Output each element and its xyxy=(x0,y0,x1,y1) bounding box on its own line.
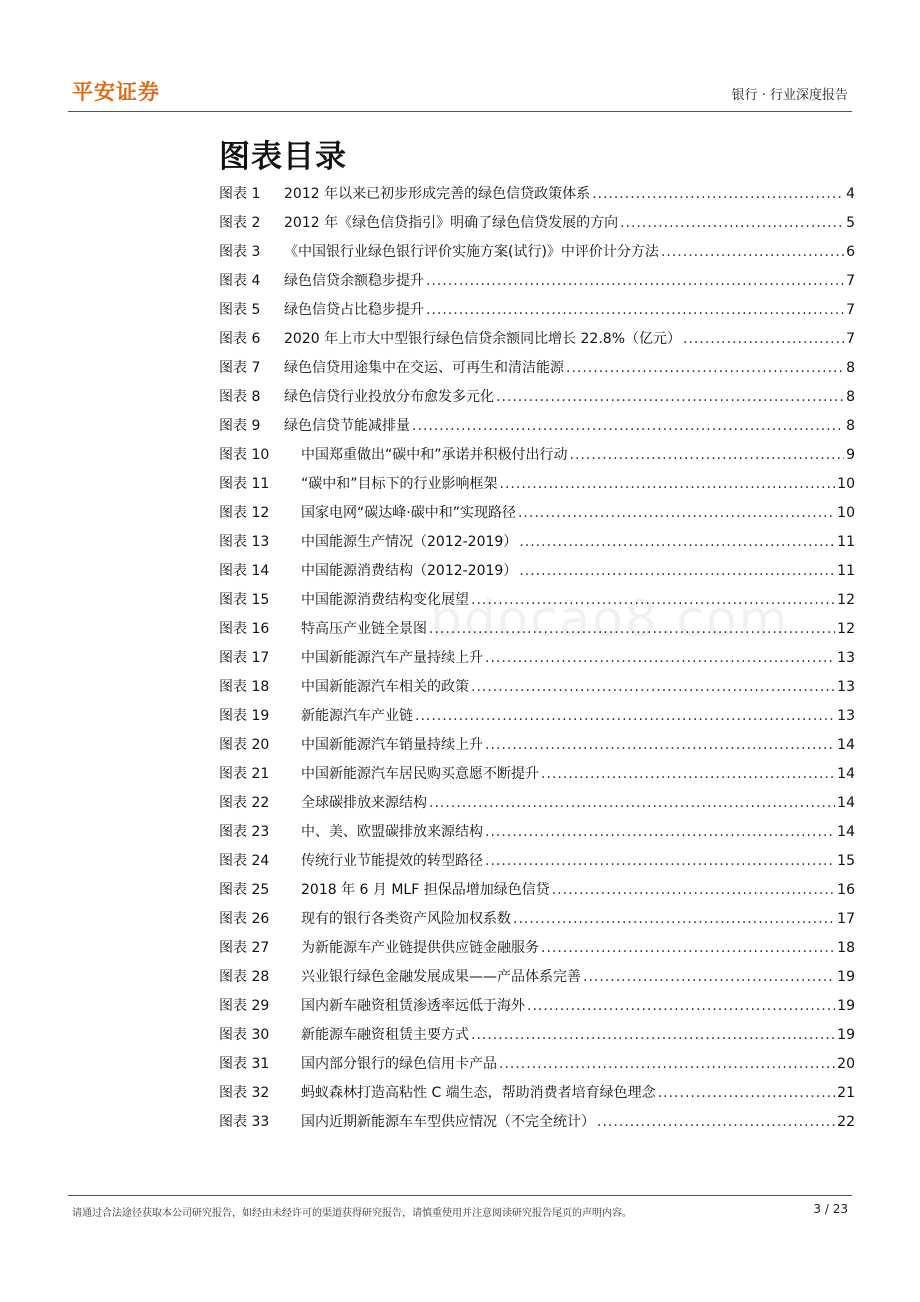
toc-entry-label: 图表 28 xyxy=(219,969,270,985)
toc-entry-title: 中国能源生产情况（2012-2019） xyxy=(301,534,518,550)
toc-entry-title: 中国新能源汽车销量持续上升 xyxy=(301,737,483,753)
toc-entry-page: 18 xyxy=(837,940,855,956)
toc-entry-label: 图表 18 xyxy=(219,679,270,695)
toc-entry[interactable] xyxy=(219,992,855,1021)
toc-entry[interactable] xyxy=(219,876,855,905)
toc-entry-page: 17 xyxy=(837,911,855,927)
toc-entry[interactable] xyxy=(219,731,855,760)
toc-entry[interactable] xyxy=(219,905,855,934)
toc-entry-label: 图表 30 xyxy=(219,1027,270,1043)
toc-entry-title: 绿色信贷节能减排量 xyxy=(284,418,410,434)
toc-entry-page: 13 xyxy=(837,650,855,666)
toc-entry-title: 《中国银行业绿色银行评价实施方案(试行)》中评价计分方法 xyxy=(284,244,659,260)
toc-entry-page: 11 xyxy=(837,563,855,579)
toc-entry[interactable] xyxy=(219,412,855,441)
toc-entry-label: 图表 27 xyxy=(219,940,270,956)
footer-disclaimer: 请通过合法途径获取本公司研究报告，如经由未经许可的渠道获得研究报告，请慎重使用并注意阅读研究报告尾页的声明内容。 xyxy=(72,1208,632,1219)
toc-entry[interactable] xyxy=(219,1108,855,1137)
toc-entry-title: 为新能源车产业链提供供应链金融服务 xyxy=(301,940,539,956)
toc-entry-title: 绿色信贷占比稳步提升 xyxy=(284,302,424,318)
toc-entry-label: 图表 3 xyxy=(219,244,261,260)
toc-entry-page: 12 xyxy=(837,621,855,637)
toc-entry-leader xyxy=(496,383,844,412)
toc-entry-title: 现有的银行各类资产风险加权系数 xyxy=(301,911,511,927)
toc-entry-label: 图表 11 xyxy=(219,476,270,492)
toc-entry-title: 2012 年以来已初步形成完善的绿色信贷政策体系 xyxy=(284,186,591,202)
toc-entry[interactable] xyxy=(219,644,855,673)
toc-entry-label: 图表 23 xyxy=(219,824,270,840)
toc-entry-page: 12 xyxy=(837,592,855,608)
toc-entry-leader xyxy=(429,789,835,818)
toc-entry[interactable] xyxy=(219,1050,855,1079)
toc-entry-label: 图表 25 xyxy=(219,882,270,898)
toc-entry-leader xyxy=(592,180,844,209)
toc-entry-title: 国内部分银行的绿色信用卡产品 xyxy=(301,1056,497,1072)
toc-entry-leader xyxy=(485,847,835,876)
toc-entry-label: 图表 17 xyxy=(219,650,270,666)
toc-entry-leader xyxy=(513,905,835,934)
toc-entry[interactable] xyxy=(219,267,855,296)
toc-entry-title: 绿色信贷行业投放分布愈发多元化 xyxy=(284,389,494,405)
toc-entry-label: 图表 22 xyxy=(219,795,270,811)
toc-entry-title: 传统行业节能提效的转型路径 xyxy=(301,853,483,869)
toc-entry[interactable] xyxy=(219,354,855,383)
toc-entry-page: 14 xyxy=(837,737,855,753)
toc-entry-leader xyxy=(499,1050,835,1079)
toc-entry-leader xyxy=(658,1079,835,1108)
toc-entry-page: 10 xyxy=(837,505,855,521)
toc-entry-label: 图表 29 xyxy=(219,998,270,1014)
toc-entry-label: 图表 26 xyxy=(219,911,270,927)
toc-entry-title: 绿色信贷余额稳步提升 xyxy=(284,273,424,289)
toc-entry-title: 中国郑重做出“碳中和”承诺并积极付出行动 xyxy=(301,447,568,463)
toc-entry-leader xyxy=(519,528,835,557)
toc-entry-leader xyxy=(518,499,835,528)
toc-entry-page: 13 xyxy=(837,679,855,695)
figure-index-list xyxy=(219,180,855,1137)
footer-divider xyxy=(68,1195,852,1196)
toc-entry-title: 国内近期新能源车车型供应情况（不完全统计） xyxy=(301,1114,595,1130)
toc-entry-leader xyxy=(541,760,835,789)
toc-entry-title: 新能源车融资租赁主要方式 xyxy=(301,1027,469,1043)
toc-entry[interactable] xyxy=(219,557,855,586)
toc-entry-title: 兴业银行绿色金融发展成果——产品体系完善 xyxy=(301,969,581,985)
watermark: bdocao8.com xyxy=(430,590,790,648)
toc-entry-page: 15 xyxy=(837,853,855,869)
toc-entry-label: 图表 24 xyxy=(219,853,270,869)
toc-entry-page: 14 xyxy=(837,824,855,840)
toc-entry[interactable] xyxy=(219,760,855,789)
toc-entry-title: 特高压产业链全景图 xyxy=(301,621,427,637)
toc-entry-leader xyxy=(683,325,844,354)
toc-entry-title: 中国新能源汽车相关的政策 xyxy=(301,679,469,695)
toc-entry[interactable] xyxy=(219,325,855,354)
header-divider xyxy=(68,111,852,112)
toc-entry[interactable] xyxy=(219,499,855,528)
toc-entry-label: 图表 1 xyxy=(219,186,261,202)
toc-entry-leader xyxy=(485,818,835,847)
toc-entry-label: 图表 19 xyxy=(219,708,270,724)
toc-entry[interactable] xyxy=(219,847,855,876)
company-logo: 平安证券 xyxy=(72,80,160,104)
toc-entry-page: 16 xyxy=(837,882,855,898)
toc-entry-title: 国内新车融资租赁渗透率远低于海外 xyxy=(301,998,525,1014)
toc-entry[interactable] xyxy=(219,209,855,238)
toc-entry[interactable] xyxy=(219,934,855,963)
toc-entry[interactable] xyxy=(219,383,855,412)
toc-entry-title: 2018 年 6 月 MLF 担保品增加绿色信贷 xyxy=(301,882,550,898)
toc-entry-label: 图表 14 xyxy=(219,563,270,579)
toc-entry-page: 8 xyxy=(846,360,855,376)
toc-entry-page: 8 xyxy=(846,418,855,434)
toc-entry-title: 中国能源消费结构（2012-2019） xyxy=(301,563,518,579)
toc-entry[interactable] xyxy=(219,441,855,470)
toc-entry-page: 19 xyxy=(837,1027,855,1043)
toc-entry-label: 图表 12 xyxy=(219,505,270,521)
page-header xyxy=(0,0,920,116)
toc-entry-label: 图表 33 xyxy=(219,1114,270,1130)
toc-entry-page: 14 xyxy=(837,795,855,811)
toc-entry-page: 19 xyxy=(837,998,855,1014)
toc-entry-title: 蚂蚁森林打造高粘性 C 端生态，帮助消费者培育绿色理念 xyxy=(301,1085,656,1101)
toc-entry-label: 图表 21 xyxy=(219,766,270,782)
toc-entry[interactable] xyxy=(219,963,855,992)
toc-entry-leader xyxy=(471,673,835,702)
toc-entry-page: 6 xyxy=(846,244,855,260)
toc-entry-title: 全球碳排放来源结构 xyxy=(301,795,427,811)
toc-entry[interactable] xyxy=(219,673,855,702)
toc-entry-leader xyxy=(500,470,836,499)
toc-entry[interactable] xyxy=(219,1021,855,1050)
toc-entry-label: 图表 31 xyxy=(219,1056,270,1072)
page-number: 3 / 23 xyxy=(813,1202,848,1216)
toc-entry-page: 5 xyxy=(846,215,855,231)
toc-entry-label: 图表 5 xyxy=(219,302,261,318)
toc-entry[interactable] xyxy=(219,296,855,325)
toc-entry-title: “碳中和”目标下的行业影响框架 xyxy=(301,476,498,492)
toc-entry-label: 图表 13 xyxy=(219,534,270,550)
toc-entry[interactable] xyxy=(219,180,855,209)
toc-entry-leader xyxy=(566,354,844,383)
toc-entry-title: 中、美、欧盟碳排放来源结构 xyxy=(301,824,483,840)
toc-entry-title: 新能源汽车产业链 xyxy=(301,708,413,724)
toc-entry-title: 中国新能源汽车居民购买意愿不断提升 xyxy=(301,766,539,782)
toc-entry-leader xyxy=(570,441,845,470)
toc-entry-leader xyxy=(471,1021,835,1050)
toc-entry[interactable] xyxy=(219,470,855,499)
toc-entry-page: 14 xyxy=(837,766,855,782)
toc-entry-label: 图表 10 xyxy=(219,447,270,463)
toc-entry-leader xyxy=(519,557,835,586)
toc-entry-page: 13 xyxy=(837,708,855,724)
toc-entry-leader xyxy=(583,963,835,992)
toc-entry-page: 10 xyxy=(837,476,855,492)
toc-entry-label: 图表 8 xyxy=(219,389,261,405)
page-title: 图表目录 xyxy=(219,139,347,175)
toc-entry-page: 21 xyxy=(837,1085,855,1101)
toc-entry-page: 7 xyxy=(846,331,855,347)
toc-entry-leader xyxy=(527,992,835,1021)
toc-entry-leader xyxy=(597,1108,835,1137)
toc-entry-leader xyxy=(415,702,835,731)
toc-entry-page: 19 xyxy=(837,969,855,985)
toc-entry-title: 国家电网“碳达峰·碳中和”实现路径 xyxy=(301,505,516,521)
toc-entry-leader xyxy=(485,731,835,760)
toc-entry-page: 11 xyxy=(837,534,855,550)
toc-entry-label: 图表 15 xyxy=(219,592,270,608)
toc-entry-label: 图表 16 xyxy=(219,621,270,637)
report-type: 银行 · 行业深度报告 xyxy=(731,88,848,103)
toc-entry-title: 2020 年上市大中型银行绿色信贷余额同比增长 22.8%（亿元） xyxy=(284,331,682,347)
toc-entry[interactable] xyxy=(219,1079,855,1108)
toc-entry-leader xyxy=(426,296,844,325)
toc-entry-page: 8 xyxy=(846,389,855,405)
toc-entry-leader xyxy=(620,209,844,238)
toc-entry[interactable] xyxy=(219,789,855,818)
toc-entry-leader xyxy=(412,412,844,441)
toc-entry-page: 4 xyxy=(846,186,855,202)
toc-entry[interactable] xyxy=(219,528,855,557)
toc-entry-label: 图表 7 xyxy=(219,360,261,376)
toc-entry-label: 图表 9 xyxy=(219,418,261,434)
toc-entry-title: 中国新能源汽车产量持续上升 xyxy=(301,650,483,666)
toc-entry-title: 绿色信贷用途集中在交运、可再生和清洁能源 xyxy=(284,360,564,376)
toc-entry-leader xyxy=(661,238,844,267)
toc-entry-leader xyxy=(426,267,844,296)
toc-entry[interactable] xyxy=(219,238,855,267)
toc-entry-label: 图表 20 xyxy=(219,737,270,753)
toc-entry[interactable] xyxy=(219,702,855,731)
toc-entry-leader xyxy=(552,876,835,905)
toc-entry-label: 图表 32 xyxy=(219,1085,270,1101)
toc-entry-label: 图表 6 xyxy=(219,331,261,347)
toc-entry[interactable] xyxy=(219,818,855,847)
toc-entry-label: 图表 4 xyxy=(219,273,261,289)
toc-entry-page: 22 xyxy=(837,1114,855,1130)
toc-entry-title: 2012 年《绿色信贷指引》明确了绿色信贷发展的方向 xyxy=(284,215,619,231)
toc-entry-page: 20 xyxy=(837,1056,855,1072)
toc-entry-page: 7 xyxy=(846,302,855,318)
toc-entry-leader xyxy=(485,644,835,673)
toc-entry-leader xyxy=(541,934,835,963)
toc-entry-page: 9 xyxy=(846,447,855,463)
toc-entry-title: 中国能源消费结构变化展望 xyxy=(301,592,469,608)
toc-entry-page: 7 xyxy=(846,273,855,289)
toc-entry-label: 图表 2 xyxy=(219,215,261,231)
